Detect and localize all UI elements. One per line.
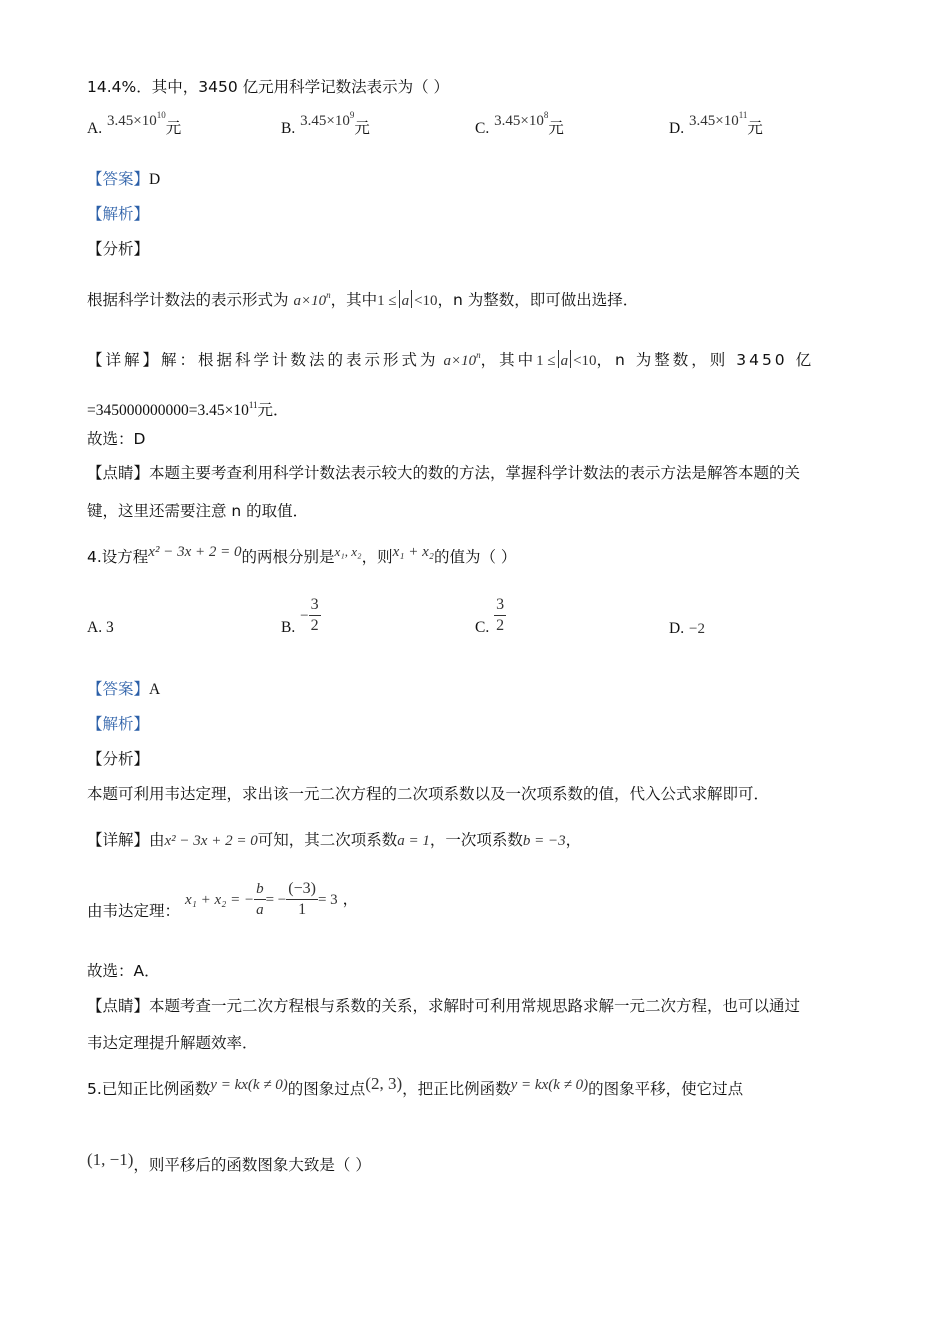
q4-stem: 4.设方程x² − 3x + 2 = 0的两根分别是$^{x_1, x_2}$，则x₁ + x₂的值为（ ）: [87, 544, 517, 566]
q4-note-line2: 韦达定理提升解题效率．: [87, 1034, 258, 1052]
q3-answer: 【答案】D: [87, 170, 161, 188]
q3-option-d: D. $3.45\times 10^{11}$元: [669, 110, 763, 137]
q3-option-b: B. $3.45\times 10^9$元: [281, 110, 370, 137]
q4-note-line1: 【点睛】本题考查一元二次方程根与系数的关系，求解时可利用常规思路求解一元二次方程，也可以通过: [87, 997, 801, 1015]
q3-stem-tail: 14.4%．其中，3450 亿元用科学记数法表示为（ ）: [87, 78, 450, 96]
q3-analysis: 根据科学计数法的表示形式为 $a\times 10^n$，其中1 ≤ a <10，n 为整数，即可做出选择．: [87, 290, 639, 309]
q3-option-c: C. $3.45\times 10^8$元: [475, 110, 564, 137]
q4-option-b: B. − $\frac{3}{2}$: [281, 596, 319, 636]
q4-chose: 故选：A．: [87, 962, 160, 980]
q4-vieta: 由韦达定理： x₁ + x₂ = − $\frac{b}{a}$ = − $\frac{(-3)}{1}$ = 3 ，: [87, 880, 359, 920]
q3-fenxi-heading: 【分析】: [87, 240, 150, 258]
q4-jiexi-heading: 【解析】: [87, 715, 150, 733]
q4-detail: 【详解】由x² − 3x + 2 = 0可知，其二次项系数a = 1，一次项系数b = −3，: [87, 831, 582, 849]
q3-detail-cont: $=345000000000=3.45\times 10^{11}$元．: [87, 400, 289, 419]
q5-stem-line1: 5.已知正比例函数y = kx(k ≠ 0)的图象过点(2, 3)，把正比例函数y = kx(k ≠ 0)的图象平移，使它过点: [87, 1074, 744, 1098]
q3-detail: 【详解】解：根据科学计数法的表示形式为 $a\times 10^n$，其中1 ≤ a <10，n 为整数，则 3450 亿: [87, 350, 815, 369]
q5-stem-line2: (1, −1)，则平移后的函数图象大致是（ ）: [87, 1150, 371, 1174]
q3-option-a: A. $3.45\times 10^{10}$元: [87, 110, 182, 137]
q4-option-d: D. −2: [669, 620, 705, 637]
q4-option-c: C. $\frac{3}{2}$: [475, 596, 505, 636]
q3-jiexi-heading: 【解析】: [87, 205, 150, 223]
q3-note-line1: 【点睛】本题主要考查利用科学计数法表示较大的数的方法，掌握科学计数法的表示方法是解答本题的关: [87, 464, 801, 482]
q4-answer: 【答案】A: [87, 680, 161, 698]
q4-option-a: A. 3: [87, 619, 114, 636]
q3-note-line2: 键，这里还需要注意 n 的取值．: [87, 502, 309, 520]
q3-chose: 故选：D: [87, 430, 146, 448]
q4-analysis: 本题可利用韦达定理，求出该一元二次方程的二次项系数以及一次项系数的值，代入公式求解即可．: [87, 785, 770, 803]
q4-fenxi-heading: 【分析】: [87, 750, 150, 768]
